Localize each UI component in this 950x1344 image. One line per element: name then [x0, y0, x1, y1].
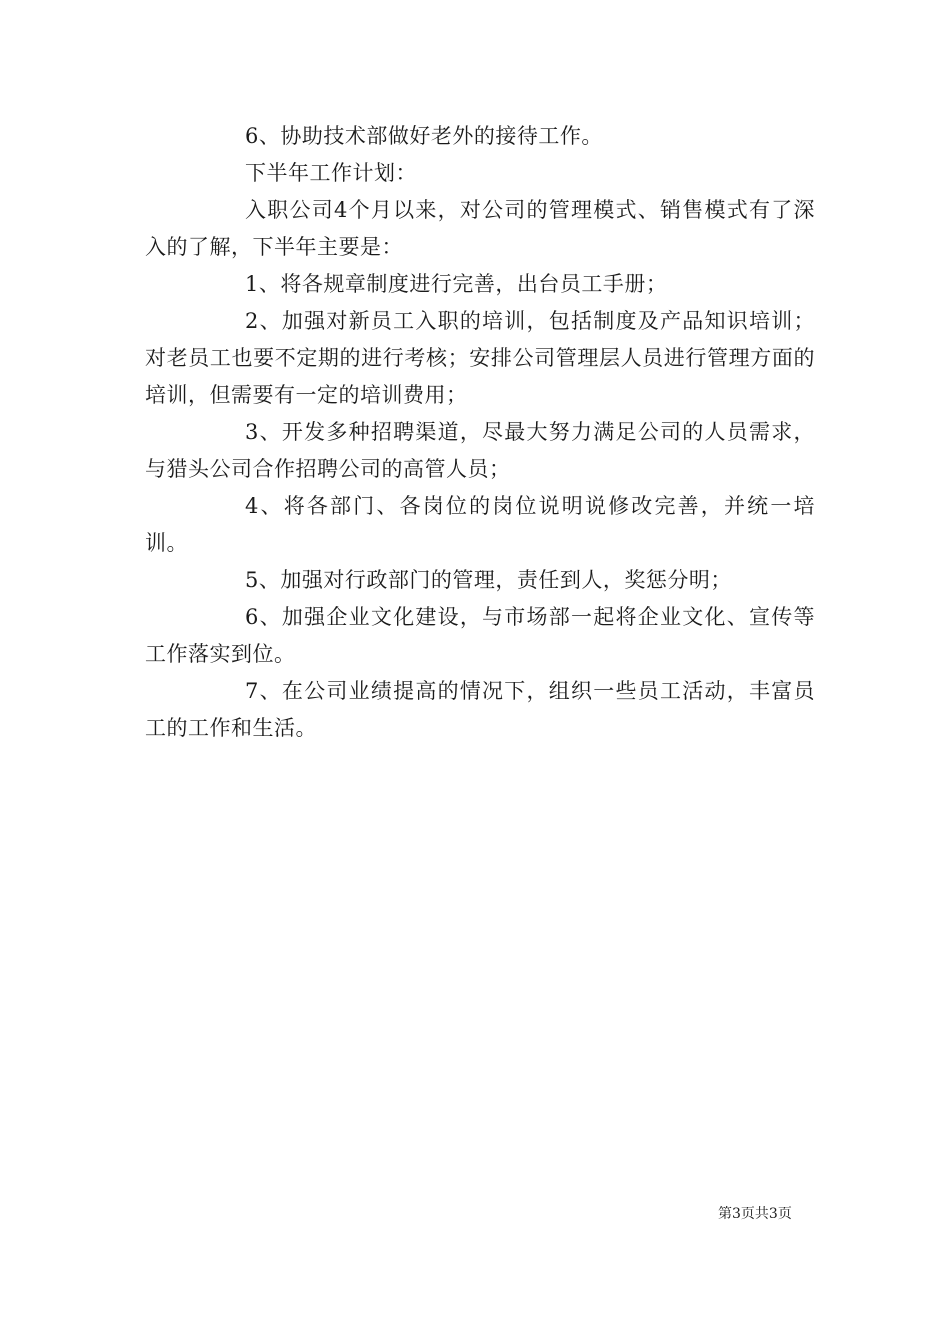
plan-item-5: 5、加强对行政部门的管理，责任到人，奖惩分明； — [245, 568, 732, 592]
plan-item-3: 3、开发多种招聘渠道，尽最大努力满足公司的人员需求，与猎头公司合作招聘公司的高管人员； — [145, 420, 815, 481]
plan-item-6: 6、加强企业文化建设，与市场部一起将企业文化、宣传等工作落实到位。 — [145, 605, 815, 666]
plan-item-7: 7、在公司业绩提高的情况下，组织一些员工活动，丰富员工的工作和生活。 — [145, 679, 815, 740]
plan-item-2: 2、加强对新员工入职的培训，包括制度及产品知识培训；对老员工也要不定期的进行考核；安排公司管理层人员进行管理方面的培训，但需要有一定的培训费用； — [145, 309, 815, 407]
document-body — [145, 118, 815, 747]
plan-item-1: 1、将各规章制度进行完善，出台员工手册； — [245, 272, 668, 296]
page-number-footer: 第3页共3页 — [718, 1206, 792, 1222]
plan-item-4: 4、将各部门、各岗位的岗位说明说修改完善，并统一培训。 — [145, 494, 815, 555]
paragraph-item-6-foreign-guests: 6、协助技术部做好老外的接待工作。 — [245, 124, 603, 148]
section-heading-second-half-plan: 下半年工作计划： — [245, 161, 417, 185]
paragraph-intro: 入职公司4个月以来，对公司的管理模式、销售模式有了深入的了解，下半年主要是： — [145, 198, 815, 259]
